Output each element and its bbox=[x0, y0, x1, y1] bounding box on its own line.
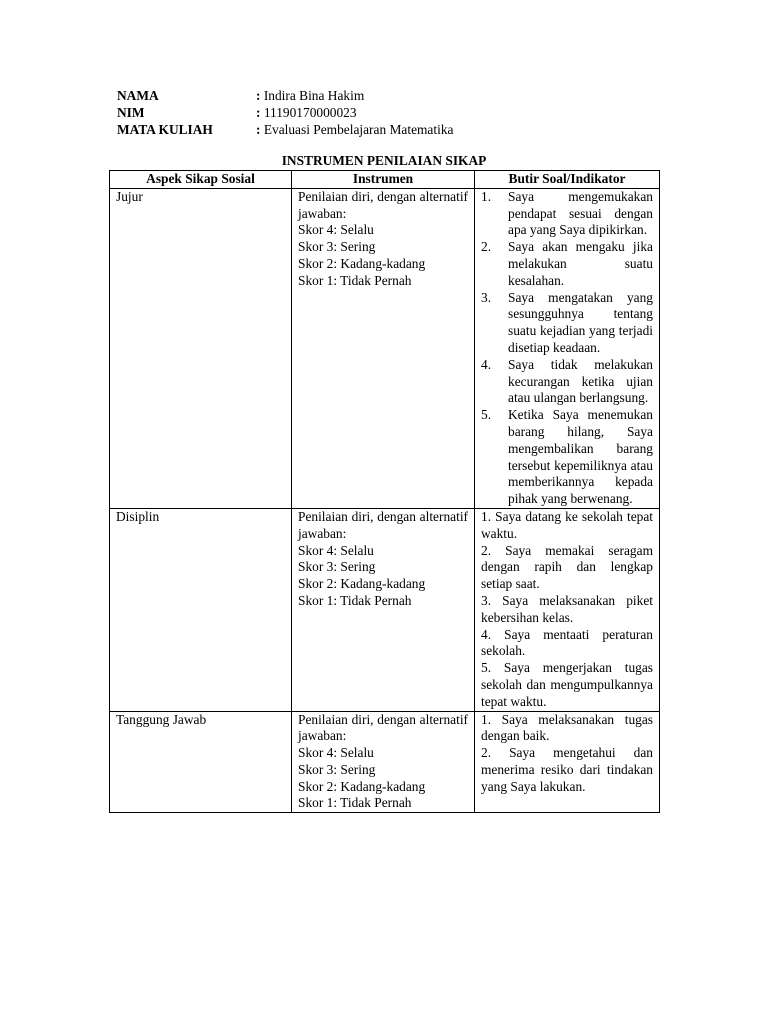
instrumen-line: Skor 3: Sering bbox=[298, 559, 376, 575]
list-item: 1. Saya mengemukakan pendapat sesuai dengan apa yang Saya dipikirkan. bbox=[481, 188, 653, 238]
aspek-cell: Jujur bbox=[110, 188, 292, 508]
instrumen-cell bbox=[292, 188, 475, 508]
student-info bbox=[117, 87, 453, 138]
info-label: NIM bbox=[117, 105, 145, 120]
instrumen-cell bbox=[292, 711, 475, 813]
list-item: 5. Ketika Saya menemukan barang hilang, Saya mengembalikan barang tersebut kepemiliknya atau memberikannya kepada pihak yang berwenang. bbox=[481, 407, 653, 507]
butir-cell bbox=[475, 188, 660, 508]
list-item: 5. Saya mengerjakan tugas sekolah dan mengumpulkannya tepat waktu. bbox=[481, 660, 653, 709]
instrumen-line: Skor 1: Tidak Pernah bbox=[298, 795, 412, 811]
list-item: 2. Saya akan mengaku jika melakukan suatu kesalahan. bbox=[481, 239, 653, 288]
table-header-row bbox=[110, 171, 660, 189]
column-header: Aspek Sikap Sosial bbox=[110, 171, 292, 189]
info-value: Indira Bina Hakim bbox=[263, 88, 365, 103]
table-row bbox=[110, 711, 660, 813]
butir-list bbox=[481, 189, 653, 508]
instrumen-line: Skor 1: Tidak Pernah bbox=[298, 272, 412, 288]
info-value: Evaluasi Pembelajaran Matematika bbox=[263, 122, 454, 137]
info-separator: : bbox=[256, 88, 261, 103]
list-item: 3. Saya mengatakan yang sesungguhnya tentang suatu kejadian yang terjadi disetiap keadaan. bbox=[481, 289, 653, 355]
butir-cell bbox=[475, 508, 660, 711]
instrumen-line: Skor 1: Tidak Pernah bbox=[298, 592, 412, 608]
list-item: 2. Saya memakai seragam dengan rapih dan lengkap setiap saat. bbox=[481, 542, 653, 592]
instrumen-line: Skor 4: Selalu bbox=[298, 222, 374, 238]
column-header: Butir Soal/Indikator bbox=[475, 171, 660, 189]
instrumen-line: Penilaian diri, dengan alternatif jawaban: bbox=[298, 711, 468, 744]
list-item: 1. Saya datang ke sekolah tepat waktu. bbox=[481, 508, 653, 541]
instrumen-cell bbox=[292, 508, 475, 711]
info-separator: : bbox=[256, 122, 261, 137]
info-row-mata-kuliah bbox=[117, 121, 453, 138]
table-row bbox=[110, 508, 660, 711]
instrumen-line: Skor 3: Sering bbox=[298, 239, 376, 255]
instrumen-line: Skor 2: Kadang-kadang bbox=[298, 576, 426, 592]
document-title: INSTRUMEN PENILAIAN SIKAP bbox=[281, 153, 487, 168]
info-row-nim bbox=[117, 104, 453, 121]
aspek-cell: Tanggung Jawab bbox=[110, 711, 292, 813]
list-item: 2. Saya mengetahui dan menerima resiko dari tindakan yang Saya lakukan. bbox=[481, 745, 653, 794]
aspek-cell: Disiplin bbox=[110, 508, 292, 711]
info-value: 11190170000023 bbox=[263, 105, 357, 120]
info-row-nama bbox=[117, 87, 453, 104]
instrumen-line: Skor 2: Kadang-kadang bbox=[298, 255, 426, 271]
table-row bbox=[110, 188, 660, 508]
list-item: 3. Saya melaksanakan piket kebersihan kelas. bbox=[481, 592, 653, 625]
instrumen-line: Skor 4: Selalu bbox=[298, 745, 374, 761]
info-label: NAMA bbox=[117, 88, 159, 103]
info-label: MATA KULIAH bbox=[117, 122, 213, 137]
instrumen-line: Skor 3: Sering bbox=[298, 761, 376, 777]
instrumen-line: Penilaian diri, dengan alternatif jawaban: bbox=[298, 188, 468, 221]
assessment-table bbox=[109, 170, 660, 813]
butir-cell bbox=[475, 711, 660, 813]
instrumen-line: Skor 4: Selalu bbox=[298, 542, 374, 558]
info-separator: : bbox=[256, 105, 261, 120]
instrumen-line: Skor 2: Kadang-kadang bbox=[298, 778, 426, 794]
list-item: 4. Saya tidak melakukan kecurangan ketika ujian atau ulangan berlangsung. bbox=[481, 356, 653, 406]
list-item: 1. Saya melaksanakan tugas dengan baik. bbox=[481, 711, 653, 744]
instrumen-line: Penilaian diri, dengan alternatif jawaban: bbox=[298, 508, 468, 541]
column-header: Instrumen bbox=[292, 171, 475, 189]
list-item: 4. Saya mentaati peraturan sekolah. bbox=[481, 626, 653, 659]
